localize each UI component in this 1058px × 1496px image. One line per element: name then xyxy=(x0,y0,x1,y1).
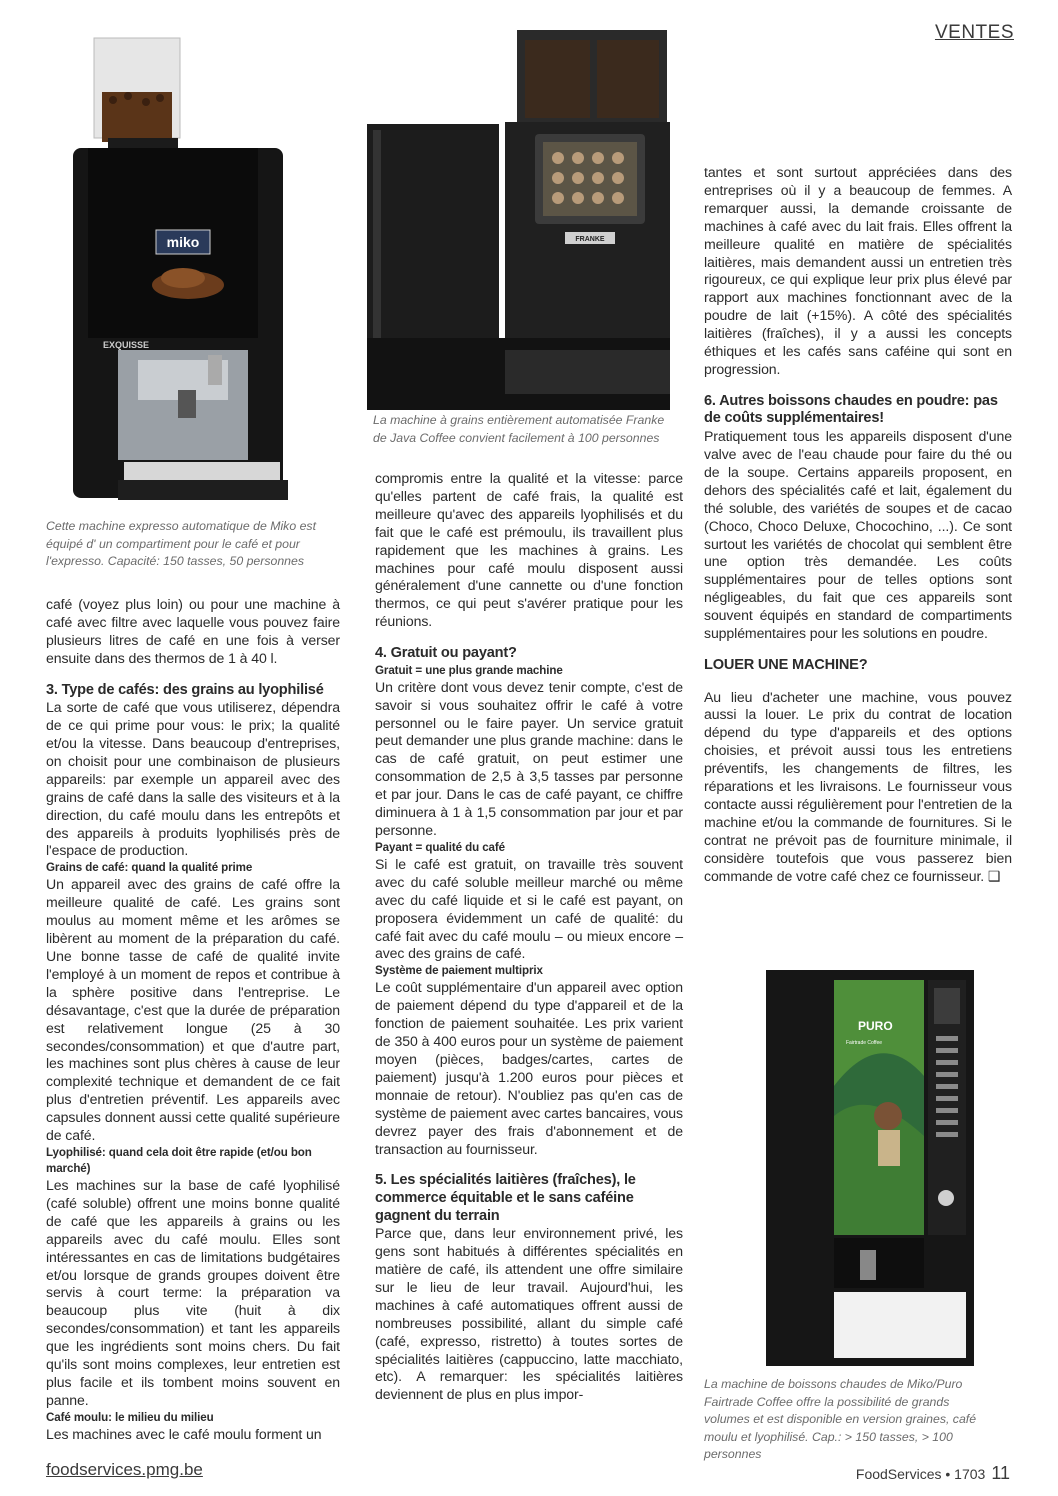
puro-machine-image xyxy=(760,966,980,1371)
subheading-payant: Payant = qualité du café xyxy=(375,840,506,854)
col2-paragraph-payant: Si le café est gratuit, on travaille très souvent avec du café soluble meilleur marché ou même avec du café liquide et si le café est payant, on proposera évidemment un café de qualité: du café fait avec du café moulu – ou mieux encore – avec des grains de café. xyxy=(375,855,683,962)
column-3 xyxy=(704,164,1012,886)
franke-caption: La machine à grains entièrement automatisée Franke de Java Coffee convient facilement à 100 personnes xyxy=(373,413,665,445)
subheading-grains: Grains de café: quand la qualité prime xyxy=(46,861,253,875)
louer-text: Au lieu d'acheter une machine, vous pouvez aussi la louer. Le prix du contrat de location dépend du type d'appareils et des options choisies, et prévoit aussi tous les entretiens préventifs, les changements de filtres, les réparations et les livraisons. Le fournisseur vous contacte aussi régulièrement pour l'entretien de la machine et/ou la commande de fournitures. Si le contrat ne prévoit pas de fourniture minimale, il considère toutefois que vous passerez bien commande de votre café chez ce fournisseur. xyxy=(704,688,1012,884)
miko-machine-image xyxy=(58,30,348,510)
miko-caption: Cette machine expresso automatique de Miko est équipé d' un compartiment pour le café et pour l'expresso. Capacité: 150 tasses, 50 personnes xyxy=(46,519,316,569)
footer-website[interactable]: foodservices.pmg.be xyxy=(46,1460,203,1479)
exquisse-logo-text: EXQUISSE xyxy=(103,340,150,350)
subheading-lyophilise: Lyophilisé: quand cela doit être rapide (et/ou bon marché) xyxy=(46,1145,312,1175)
footer-issue: FoodServices • 1703 xyxy=(855,1466,986,1482)
subheading-cafe-moulu: Café moulu: le milieu du milieu xyxy=(46,1410,214,1424)
subheading-gratuit: Gratuit = une plus grande machine xyxy=(375,663,563,677)
page-number: 11 xyxy=(991,1463,1010,1483)
end-mark-icon: ❑ xyxy=(987,867,1001,884)
col3-continued-paragraph: tantes et sont surtout appréciées dans des entreprises où il y a beaucoup de femmes. A remarquer aussi, la demande croissante de machines à café avec du lait frais. Elles offrent la meilleure qualité en matière de spécialités laitières, mais demandent aussi un entretien très rigoureux, ce qui explique leur prix plus élevé par rapport aux machines fonctionnant avec de la poudre de lait (+15%). A côté des spécialités laitières (fraîches), il y a aussi les concepts éthiques et les cafés sans caféine qui sont en progression. xyxy=(704,164,1012,377)
col2-paragraph-multiprix: Le coût supplémentaire d'un appareil avec option de paiement dépend du type d'appareil et de la fonction de paiement souhaitée. Les prix varient de 350 à 400 euros pour un système de paiement moyen (pièces, badges/cartes, cartes de paiement) jusqu'à 1.200 euros pour pièces et monnaie de retour). N'oubliez pas qu'en cas de système de paiement avec cartes bancaires, vous devrez payer des frais d'abonnement et de transaction au fournisseur. xyxy=(375,979,683,1157)
col1-paragraph-3: La sorte de café que vous utiliserez, dépendra de ce qui prime pour vous: le prix; la qualité et/ou la vitesse. Dans beaucoup d'entreprises, on choisit pour une combinaison de plusieurs appareils: par exemple un appareil avec des grains de café dans la salle des visiteurs et à la direction, du café moulu dans les entrepôts et des appareils à produits lyophilisés près de l'espace de production. xyxy=(46,699,340,859)
heading-5-specialites-laitieres: 5. Les spécialités laitières (fraîches), le commerce équitable et le sans caféine gagnent du terrain xyxy=(375,1172,636,1224)
col2-paragraph-5: Parce que, dans leur environnement privé, les gens sont habitués à différentes spécialités en matière de café, ils attendent une offre similaire sur le lieu de leur travail. Aujourd'hui, les machines à café automatiques offrent aussi de nombreuses possibilité, allant du simple café (café, expresso, ristretto) à toutes sortes de spécialités laitières (cappuccino, latte macchiato, etc). A remarquer: les spécialités laitières deviennent de plus en plus impor- xyxy=(375,1225,683,1403)
col3-paragraph-louer xyxy=(704,689,1012,886)
column-1 xyxy=(46,596,340,1444)
col1-intro-paragraph: café (voyez plus loin) ou pour une machine à café avec filtre avec laquelle vous pouvez faire plusieurs litres de café en une fois à verser ensuite dans des thermos de 1 à 40 l. xyxy=(46,596,340,666)
col1-paragraph-cafe-moulu: Les machines avec le café moulu forment un xyxy=(46,1425,322,1442)
col2-continued-paragraph: compromis entre la qualité et la vitesse: parce qu'elles partent de café frais, la qualité est meilleure qu'avec des appareils lyophilisés et du fait que le café est prémoulu, ils travaillent plus rapidement que les machines à grains. Les machines pour café moulu disposent aussi généralement d'une cannette ou d'une fonction thermos, ce qui peut s'avérer pratique pour les réunions. xyxy=(375,470,683,630)
col1-paragraph-lyophilise: Les machines sur la base de café lyophilisé (café soluble) offrent une moins bonne qualité de café que les appareils à grains ou les appareils avec du café moulu. Elles sont intéressantes en cas de limitations budgétaires et/ou lorsque de grands groupes doivent être servis à court terme: la préparation va beaucoup plus vite (huit à dix secondes/consommation) et tant les appareils que les ingrédients sont moins chers. Du fait qu'ils sont moins complexes, leur entretien est plus facile et ils tombent moins souvent en panne. xyxy=(46,1176,340,1408)
franke-machine-image xyxy=(365,28,675,413)
footer-publication xyxy=(856,1463,1010,1484)
puro-tagline-text: Fairtrade Coffee xyxy=(846,1040,883,1046)
puro-logo-text: PURO xyxy=(858,1019,893,1033)
col3-paragraph-6: Pratiquement tous les appareils disposent d'une valve avec de l'eau chaude pour faire du thé ou de la soupe. Certains appareils proposent, en dehors des spécialités café et lait, également du thé soluble, des variétés de soupes et de cacao (Choco, Choco Deluxe, Chocochino, ...). Ce sont surtout les variétés de chocolat qui semblent être une option très demandée. Les coûts supplémentaires pour de telles options sont négligeables, du fait que ces appareils sont souvent équipés en standard de compartiments supplémentaires pour les solutions en poudre. xyxy=(704,428,1012,642)
heading-6-autres-boissons: 6. Autres boissons chaudes en poudre: pas de coûts supplémentaires! xyxy=(704,392,998,427)
column-2 xyxy=(375,470,683,1404)
heading-4-gratuit-ou-payant: 4. Gratuit ou payant? xyxy=(375,645,517,662)
miko-logo-text: miko xyxy=(166,234,200,250)
franke-logo-text: FRANKE xyxy=(575,236,605,243)
section-title: VENTES xyxy=(934,22,1014,43)
puro-caption: La machine de boissons chaudes de Miko/Puro Fairtrade Coffee offre la possibilité de grands volumes et est disponible en version graines, café moulu et lyophilisé. Cap.: > 150 tasses, > 100 personnes xyxy=(704,1377,977,1462)
heading-louer-une-machine: LOUER UNE MACHINE? xyxy=(704,656,868,673)
heading-3-type-de-cafes: 3. Type de cafés: des grains au lyophilisé xyxy=(46,681,324,698)
col2-paragraph-gratuit: Un critère dont vous devez tenir compte, c'est de savoir si vous souhaitez offrir le café à votre personnel ou le faire payer. Un service gratuit peut demander une plus grande machine: dans le cas de café gratuit, on peut estimer une consommation de 2,5 à 3,5 tasses par personne et par jour. Dans le cas de café payant, ce chiffre diminuera à 1 à 1,5 consommation par jour et par personne. xyxy=(375,678,683,838)
subheading-multiprix: Système de paiement multiprix xyxy=(375,964,543,978)
col1-paragraph-grains: Un appareil avec des grains de café offre la meilleure qualité de café. Les grains sont moulus au moment même et les arômes se libèrent au moment de la préparation du café. Une bonne tasse de café de qualité invite l'employé à un moment de repos et contribue à la sphère positive dans l'entreprise. Le désavantage, c'est que la durée de préparation est relativement longue (25 à 30 secondes/consommation) et que d'autre part, les machines sont plus chères à cause de leur complexité technique et demandent de ce fait plus d'entretien préventif. Les appareils avec capsules donnent aussi cette qualité supérieure de café. xyxy=(46,876,340,1144)
